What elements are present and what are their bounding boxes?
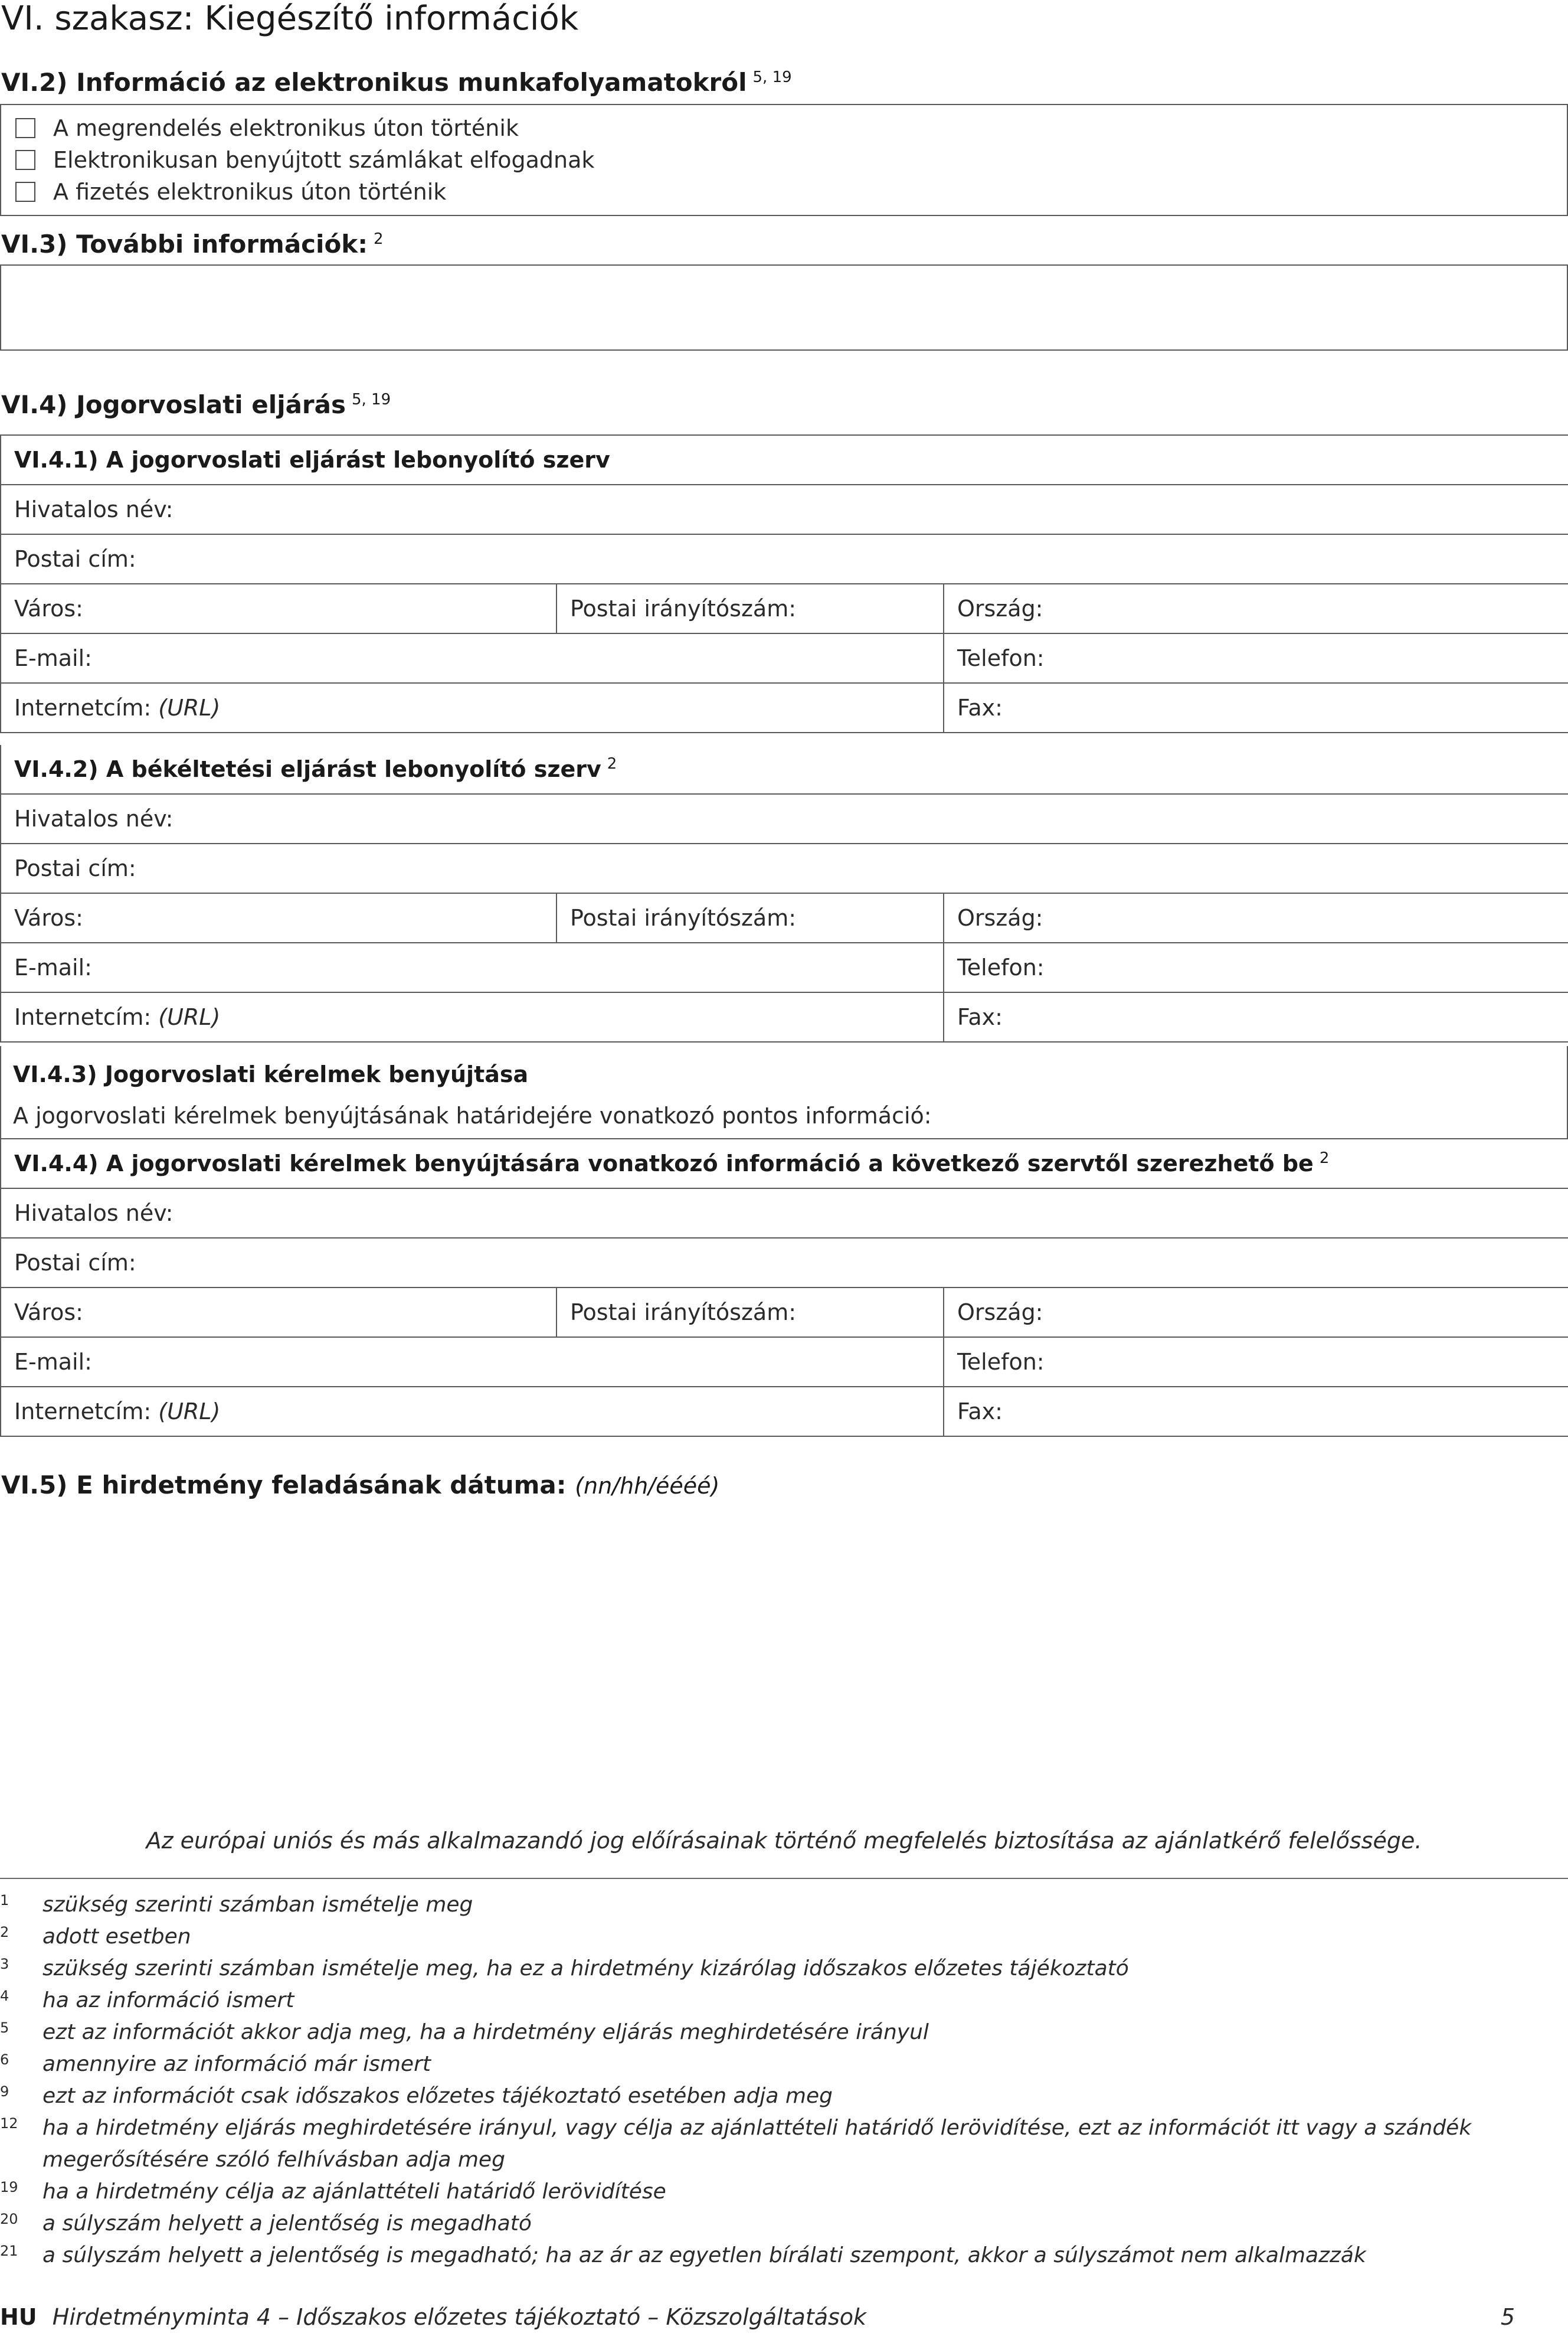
mediation-postal-code-field[interactable] [557, 893, 944, 943]
option-electronic-payment[interactable] [15, 176, 446, 208]
section-vi44-heading-text: VI.4.4) A jogorvoslati kérelmek benyújtására vonatkozó információ a következő szervtől szerezhető be [14, 1151, 1314, 1177]
footnote-text: ezt az információt akkor adja meg, ha a hirdetmény eljárás meghirdetésére irányul [42, 2020, 929, 2044]
date-format-hint: (nn/hh/éééé) [575, 1473, 720, 1499]
section-vi42-footnote-ref: 2 [607, 755, 617, 773]
footnote-number: 9 [0, 2083, 9, 2100]
section-vi44-heading [1, 1139, 1568, 1188]
review-postal-address-field[interactable] [1, 534, 1568, 584]
info-internet-field[interactable] [1, 1387, 944, 1436]
disclaimer-text: Az európai uniós és más alkalmazandó jog előírásainak történő megfelelés biztosítása az ajánlatkérő felelőssége. [146, 1828, 1422, 1854]
official-name-label: Hivatalos név: [14, 496, 174, 522]
email-label: E-mail: [14, 955, 92, 981]
section-vi42-heading-text: VI.4.2) A békéltetési eljárást lebonyolító szerv [14, 756, 601, 782]
footnote-number: 2 [0, 1924, 9, 1940]
section-vi3-heading-text: VI.3) További információk: [1, 230, 368, 259]
electronic-ordering-label: A megrendelés elektronikus úton történik [53, 115, 519, 141]
section-vi43-heading: VI.4.3) Jogorvoslati kérelmek benyújtása [13, 1061, 529, 1087]
phone-label: Telefon: [957, 1349, 1045, 1375]
mediation-internet-field[interactable] [1, 992, 944, 1042]
section-vi4-heading [1, 390, 391, 420]
section-vi3-heading [1, 229, 384, 260]
phone-label: Telefon: [957, 955, 1045, 981]
email-label: E-mail: [14, 1349, 92, 1375]
email-label: E-mail: [14, 645, 92, 671]
footnote-number: 20 [0, 2211, 18, 2227]
footnote-number: 5 [0, 2020, 9, 2036]
footnote-number: 19 [0, 2179, 18, 2195]
footnote-text: a súlyszám helyett a jelentőség is megadható; ha az ár az egyetlen bírálati szempont, akkor a súlyszámot nem alkalmazzák [42, 2243, 1366, 2267]
option-electronic-ordering[interactable] [15, 112, 519, 144]
postal-address-label: Postai cím: [14, 855, 136, 881]
mediation-country-field[interactable] [944, 893, 1568, 943]
section-vi5-heading [1, 1470, 719, 1501]
fax-label: Fax: [957, 1398, 1003, 1424]
mediation-body-table [0, 745, 1568, 1043]
section-vi4-heading-text: VI.4) Jogorvoslati eljárás [1, 390, 346, 419]
fax-label: Fax: [957, 695, 1003, 721]
electronic-invoicing-label: Elektronikusan benyújtott számlákat elfogadnak [53, 147, 595, 173]
info-country-field[interactable] [944, 1287, 1568, 1337]
city-label: Város: [14, 905, 83, 931]
url-hint: (URL) [158, 695, 221, 721]
section-vi44-footnote-ref: 2 [1319, 1149, 1330, 1168]
info-official-name-field[interactable] [1, 1188, 1568, 1238]
section-vi2-heading-text: VI.2) Információ az elektronikus munkafolyamatokról [1, 68, 747, 97]
footer-language: HU [0, 2304, 37, 2330]
mediation-phone-field[interactable] [944, 943, 1568, 992]
info-city-field[interactable] [1, 1287, 557, 1337]
phone-label: Telefon: [957, 645, 1045, 671]
section-vi42-heading [1, 745, 1568, 794]
url-hint: (URL) [158, 1004, 221, 1030]
review-city-field[interactable] [1, 584, 557, 633]
footnote-text: ha az információ ismert [42, 1988, 294, 2012]
electronic-invoicing-checkbox[interactable] [15, 150, 35, 170]
mediation-email-field[interactable] [1, 943, 944, 992]
page-footer [0, 2302, 1568, 2332]
review-official-name-field[interactable] [1, 485, 1568, 534]
info-fax-field[interactable] [944, 1387, 1568, 1436]
postal-address-label: Postai cím: [14, 546, 136, 572]
mediation-official-name-field[interactable] [1, 794, 1568, 844]
footnote-text: ha a hirdetmény eljárás meghirdetésére irányul, vagy célja az ajánlattételi határidő lerövidítése, ezt az információt itt vagy a szándék megerősítésére szóló felhívásban adja meg [42, 2116, 1472, 2172]
option-electronic-invoicing[interactable] [15, 144, 594, 176]
section-vi3-footnote-ref: 2 [374, 230, 384, 248]
review-internet-field[interactable] [1, 683, 944, 733]
review-email-field[interactable] [1, 633, 944, 683]
electronic-payment-checkbox[interactable] [15, 182, 35, 202]
footnote-text: adott esetben [42, 1924, 191, 1949]
electronic-payment-label: A fizetés elektronikus úton történik [53, 179, 447, 205]
footnotes-divider [0, 1878, 1568, 1879]
footnote-number: 12 [0, 2115, 18, 2132]
url-hint: (URL) [158, 1398, 221, 1424]
additional-info-field[interactable] [0, 264, 1568, 351]
footnote-text: szükség szerinti számban ismételje meg [42, 1893, 473, 1917]
city-label: Város: [14, 1299, 83, 1325]
footer-page-number: 5 [1500, 2304, 1515, 2330]
footnote-text: ezt az információt csak időszakos előzetes tájékoztató esetében adja meg [42, 2084, 833, 2108]
review-postal-code-field[interactable] [557, 584, 944, 633]
review-fax-field[interactable] [944, 683, 1568, 733]
info-email-field[interactable] [1, 1337, 944, 1387]
footnote-number: 21 [0, 2243, 18, 2259]
section-vi2-footnote-ref: 5, 19 [752, 68, 792, 86]
postal-code-label: Postai irányítószám: [570, 596, 797, 622]
section-vi41-heading: VI.4.1) A jogorvoslati eljárást lebonyolító szerv [1, 435, 1568, 485]
footnote-text: amennyire az információ már ismert [42, 2052, 431, 2076]
footnote-number: 4 [0, 1988, 9, 2004]
footnote-number: 6 [0, 2051, 9, 2068]
postal-code-label: Postai irányítószám: [570, 1299, 797, 1325]
official-name-label: Hivatalos név: [14, 806, 174, 832]
page-title: VI. szakasz: Kiegészítő információk [1, 0, 579, 38]
footnote-text: szükség szerinti számban ismételje meg, ha ez a hirdetmény kizárólag időszakos előzetes tájékoztató [42, 1956, 1129, 1981]
section-vi4-footnote-ref: 5, 19 [351, 391, 391, 409]
section-vi2-heading [1, 67, 792, 98]
review-country-field[interactable] [944, 584, 1568, 633]
mediation-postal-address-field[interactable] [1, 844, 1568, 893]
electronic-ordering-checkbox[interactable] [15, 118, 35, 138]
info-phone-field[interactable] [944, 1337, 1568, 1387]
country-label: Ország: [957, 596, 1043, 622]
review-phone-field[interactable] [944, 633, 1568, 683]
internet-label: Internetcím: [14, 695, 152, 721]
mediation-fax-field[interactable] [944, 992, 1568, 1042]
info-body-table [0, 1138, 1568, 1437]
country-label: Ország: [957, 905, 1043, 931]
country-label: Ország: [957, 1299, 1043, 1325]
footnote-number: 1 [0, 1892, 9, 1909]
internet-label: Internetcím: [14, 1004, 152, 1030]
official-name-label: Hivatalos név: [14, 1200, 174, 1226]
section-vi5-heading-text: VI.5) E hirdetmény feladásának dátuma: [1, 1470, 567, 1499]
info-postal-address-field[interactable] [1, 1238, 1568, 1287]
info-postal-code-field[interactable] [557, 1287, 944, 1337]
footnote-text: ha a hirdetmény célja az ajánlattételi határidő lerövidítése [42, 2179, 666, 2204]
mediation-city-field[interactable] [1, 893, 557, 943]
review-deadline-label: A jogorvoslati kérelmek benyújtásának határidejére vonatkozó pontos információ: [13, 1103, 932, 1129]
footnote-text: a súlyszám helyett a jelentőség is megadható [42, 2211, 532, 2236]
footer-title: Hirdetményminta 4 – Időszakos előzetes tájékoztató – Közszolgáltatások [52, 2304, 867, 2330]
internet-label: Internetcím: [14, 1398, 152, 1424]
fax-label: Fax: [957, 1004, 1003, 1030]
footnote-number: 3 [0, 1956, 9, 1972]
postal-address-label: Postai cím: [14, 1250, 136, 1276]
city-label: Város: [14, 596, 83, 622]
review-body-table [0, 434, 1568, 733]
postal-code-label: Postai irányítószám: [570, 905, 797, 931]
